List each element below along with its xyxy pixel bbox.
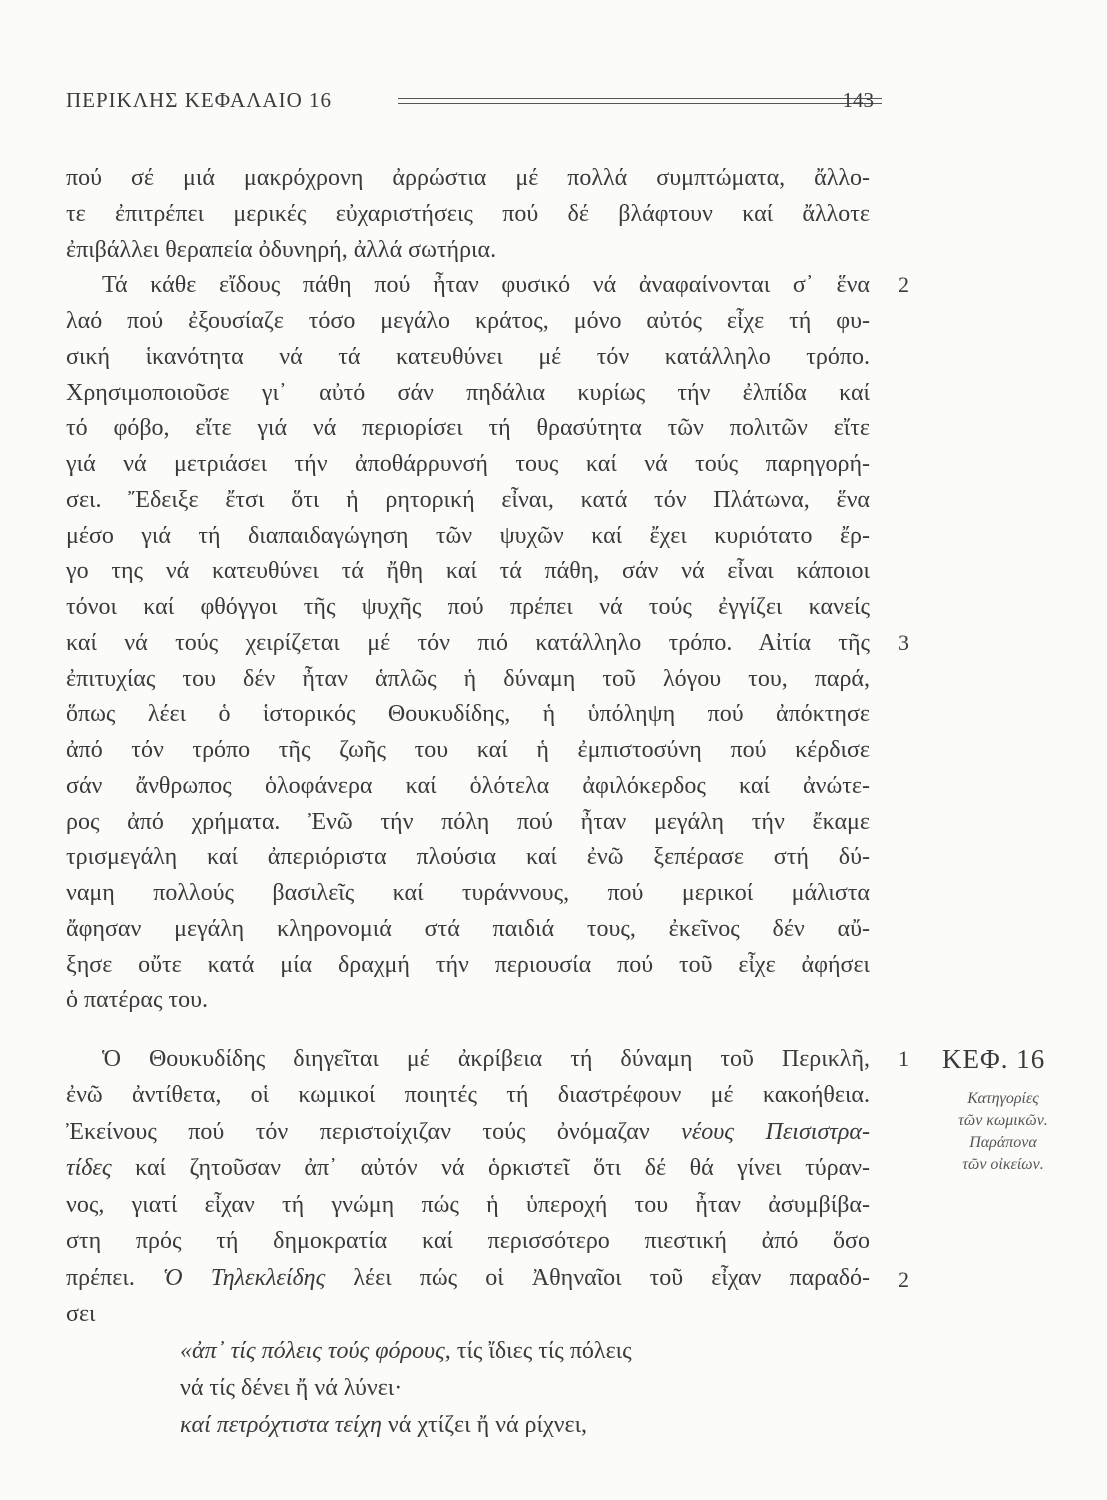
text-run: Ἐκείνους πού τόν περιστοίχιζαν τούς ὀνόμαζαν — [66, 1119, 682, 1145]
italic-run: τίδες — [66, 1155, 112, 1181]
margin-section-number: 2 — [898, 1267, 909, 1292]
text-line: ἄφησαν μεγάλη κληρονομιά στά παιδιά τους, ἐκεῖνος δέν αὔ- — [66, 916, 870, 942]
header-rule-top — [398, 98, 882, 99]
text-line: σει — [66, 1301, 96, 1327]
sidebar-notes — [928, 1088, 1078, 1176]
text-line: Χρησιμοποιοῦσε γι᾽ αὐτό σάν πηδάλια κυρίως τήν ἐλπίδα καί — [66, 380, 870, 406]
sidebar-note-line: τῶν οἰκείων. — [962, 1156, 1044, 1173]
text-line: σική ἱκανότητα νά τά κατευθύνει μέ τόν κατάλληλο τρόπο. — [66, 344, 870, 370]
text-run: πρέπει. — [66, 1265, 163, 1291]
text-run: νά χτίζει ἤ νά ρίχνει, — [381, 1412, 588, 1438]
text-line: τόνοι καί φθόγγοι τῆς ψυχῆς πού πρέπει νά τούς ἐγγίζει κανείς — [66, 594, 870, 620]
text-line: τρισμεγάλη καί ἀπεριόριστα πλούσια καί ἐνῶ ξεπέρασε στή δύ- — [66, 844, 870, 870]
text-line: ξησε οὔτε κατά μία δραχμή τήν περιουσία πού τοῦ εἶχε ἀφήσει — [66, 952, 870, 978]
text-line: ἐπιτυχίας του δέν ἦταν ἁπλῶς ἡ δύναμη τοῦ λόγου του, παρά, — [66, 666, 870, 692]
text-line: λαό πού ἐξουσίαζε τόσο μεγάλο κράτος, μόνο αὐτός εἶχε τή φυ- — [66, 308, 870, 334]
text-line: Τά κάθε εἴδους πάθη πού ἦταν φυσικό νά ἀναφαίνονται σ᾽ ἕνα — [102, 272, 870, 298]
italic-run: νέους Πεισιστρα- — [681, 1119, 870, 1145]
italic-run: καί πετρόχτιστα τείχη — [180, 1412, 382, 1438]
text-line: μέσο γιά τή διαπαιδαγώγηση τῶν ψυχῶν καί ἔχει κυριότατο ἔρ- — [66, 523, 870, 549]
margin-section-number: 1 — [898, 1046, 909, 1071]
text-run: λέει πώς οἱ Ἀθηναῖοι τοῦ εἶχαν παραδό- — [325, 1265, 871, 1291]
text-line: σει. Ἔδειξε ἔτσι ὅτι ἡ ρητορική εἶναι, κατά τόν Πλάτωνα, ἕνα — [66, 487, 870, 513]
margin-section-number: 2 — [898, 272, 909, 297]
italic-run: «ἀπ᾽ τίς πόλεις τούς φόρους — [180, 1338, 445, 1364]
running-title: ΠΕΡΙΚΛΗΣ ΚΕΦΑΛΑΙΟ 16 — [66, 88, 333, 112]
text-line — [66, 1117, 870, 1147]
text-line: τό φόβο, εἴτε γιά νά περιορίσει τή θρασύτητα τῶν πολιτῶν εἴτε — [66, 415, 870, 441]
text-line: νος, γιατί εἶχαν τή γνώμη πώς ἡ ὑπεροχή του ἦταν ἀσυμβίβα- — [66, 1192, 870, 1218]
verse-line — [180, 1336, 632, 1366]
verse-line: νά τίς δένει ἤ νά λύνει· — [180, 1375, 403, 1401]
page-number: 143 — [842, 88, 874, 112]
text-line: γο της νά κατευθύνει τά ἤθη καί τά πάθη, σάν νά εἶναι κάποιοι — [66, 558, 870, 584]
text-line: ὁ πατέρας του. — [66, 987, 208, 1013]
text-line: τε ἐπιτρέπει μερικές εὐχαριστήσεις πού δέ βλάφτουν καί ἄλλοτε — [66, 201, 870, 227]
header-rule-bottom — [398, 103, 882, 104]
italic-run: Ὁ Τηλεκλείδης — [162, 1265, 326, 1291]
sidebar-note-line: Παράπονα — [969, 1134, 1037, 1151]
running-header — [66, 88, 872, 118]
text-line: γιά νά μετριάσει τήν ἀποθάρρυνσή τους καί νά τούς παρηγορή- — [66, 451, 870, 477]
verse-line — [180, 1410, 587, 1440]
sidebar-chapter-heading: ΚΕΦ. 16 — [942, 1044, 1046, 1074]
text-line: ὅπως λέει ὁ ἱστορικός Θουκυδίδης, ἡ ὑπόληψη πού ἀπόκτησε — [66, 701, 870, 727]
text-line: Ὁ Θουκυδίδης διηγεῖται μέ ἀκρίβεια τή δύναμη τοῦ Περικλῆ, — [102, 1046, 870, 1072]
text-line — [66, 1263, 870, 1293]
text-line: στη πρός τή δημοκρατία καί περισσότερο πιεστική ἀπό ὅσο — [66, 1228, 870, 1254]
text-line: ἀπό τόν τρόπο τῆς ζωῆς του καί ἡ ἐμπιστοσύνη πού κέρδισε — [66, 737, 870, 763]
text-run: καί ζητοῦσαν ἀπ᾽ αὐτόν νά ὁρκιστεῖ ὅτι δέ θά γίνει τύραν- — [111, 1155, 870, 1181]
text-line: ἐνῶ ἀντίθετα, οἱ κωμικοί ποιητές τή διαστρέφουν μέ κακοήθεια. — [66, 1082, 870, 1108]
text-line: σάν ἄνθρωπος ὁλοφάνερα καί ὁλότελα ἀφιλόκερδος καί ἀνώτε- — [66, 773, 870, 799]
text-line: ναμη πολλούς βασιλεῖς καί τυράννους, πού μερικοί μάλιστα — [66, 880, 870, 906]
text-run: , τίς ἴδιες τίς πόλεις — [444, 1338, 632, 1364]
text-line: ἐπιβάλλει θεραπεία ὀδυνηρή, ἀλλά σωτήρια. — [66, 237, 497, 263]
text-line: πού σέ μιά μακρόχρονη ἀρρώστια μέ πολλά συμπτώματα, ἄλλο- — [66, 165, 870, 191]
text-line: ρος ἀπό χρήματα. Ἐνῶ τήν πόλη πού ἦταν μεγάλη τήν ἔκαμε — [66, 809, 870, 835]
text-line: καί νά τούς χειρίζεται μέ τόν πιό κατάλληλο τρόπο. Αἰτία τῆς — [66, 630, 870, 656]
sidebar-note-line: Κατηγορίες — [967, 1090, 1039, 1107]
text-line — [66, 1153, 870, 1183]
margin-section-number: 3 — [898, 630, 909, 655]
sidebar-note-line: τῶν κωμικῶν. — [958, 1112, 1048, 1129]
